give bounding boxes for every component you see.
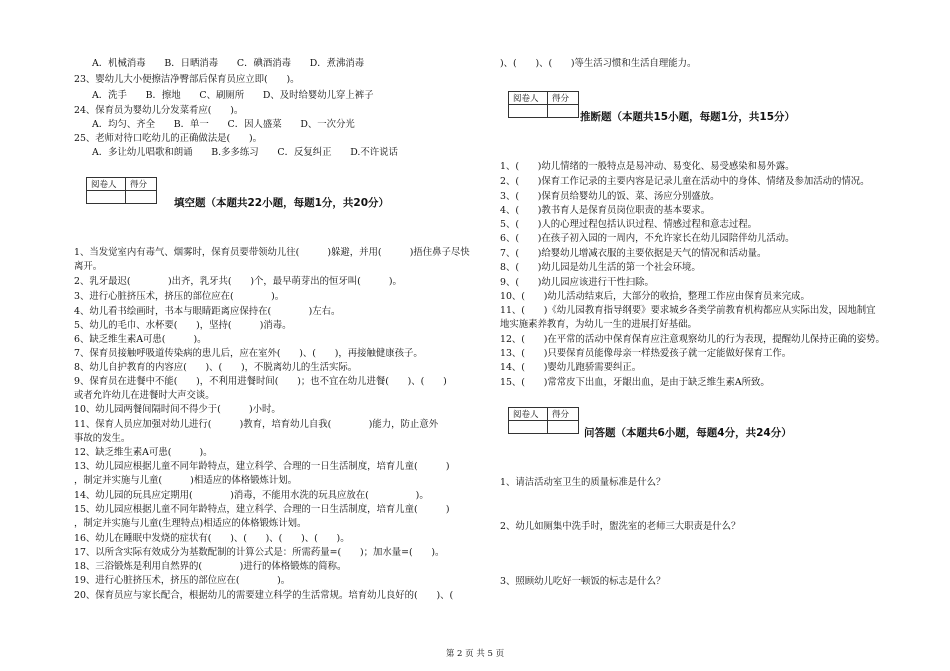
fill-line: 离开。	[74, 261, 103, 272]
judge-line: 2、( )保育工作记录的主要内容是记录儿童在活动中的身体、情绪及参加活动的情况。	[500, 176, 870, 187]
grader-label: 阅卷人	[509, 408, 548, 421]
fill-line: 4、幼儿看书绘画时，书本与眼睛距离应保持在( )左右。	[74, 306, 341, 317]
judge-line: 12、( )在平常的活动中保育保育应注意观察幼儿的行为表现，提醒幼儿保持正确的姿势。	[500, 334, 885, 345]
fill-line: 15、幼儿园应根据儿童不同年龄特点，建立科学、合理的一日生活制度，培育儿童( )	[74, 504, 450, 515]
fill-continuation: )、( )、( )等生活习惯和生活自理能力。	[500, 58, 697, 69]
fill-line: 11、保育人员应加强对幼儿进行( )教育，培育幼儿自我( )能力，防止意外	[74, 419, 439, 430]
judge-line: 10、( )幼儿活动结束后，大部分的收拾，整理工作应由保育员来完成。	[500, 291, 810, 302]
judge-line: 9、( )幼儿园应该进行干性扫除。	[500, 277, 654, 288]
grader-label: 阅卷人	[509, 92, 548, 105]
judge-line: 5、( )人的心理过程包括认识过程、情感过程和意志过程。	[500, 219, 758, 230]
judge-line: 地实施素养教育，为幼儿一生的进展打好基础。	[500, 319, 697, 330]
fill-line: 14、幼儿园的玩具应定期用( )消毒，不能用水洗的玩具应放在( )。	[74, 490, 429, 501]
fill-line: 9、保育员在进餐中不能( )，不利用进餐时间( )；也不宜在幼儿进餐( )、( )	[74, 376, 447, 387]
score-box-judge	[508, 91, 579, 118]
fill-line: 19、进行心脏挤压术，挤压的部位应在( )。	[74, 575, 291, 586]
fill-line: 或者允许幼儿在进餐时大声交谈。	[74, 390, 215, 401]
fill-line: 20、保育员应与家长配合，根据幼儿的需要建立科学的生活常规。培育幼儿良好的( )、(	[74, 590, 454, 601]
mc-line: A．机械消毒 B．日晒消毒 C．碘酒消毒 D．煮沸消毒	[92, 58, 365, 69]
mc-line: 24、保育员为婴幼儿分发菜肴应( )。	[74, 105, 244, 116]
score-label: 得分	[548, 92, 579, 105]
fill-line: 13、幼儿园应根据儿童不同年龄特点，建立科学、合理的一日生活制度，培育儿童( )	[74, 461, 450, 472]
score-box-qa	[508, 407, 579, 434]
judge-line: 6、( )在孩子初入园的一周内，不允许家长在幼儿园陪伴幼儿活动。	[500, 233, 795, 244]
judge-section-title: 推断题（本题共15小题，每题1分，共15分）	[580, 111, 796, 123]
judge-line: 7、( )给婴幼儿增减衣服的主要依据是天气的情况和活动量。	[500, 248, 767, 259]
qa-question: 3、照顾幼儿吃好一顿饭的标志是什么？	[500, 576, 666, 587]
fill-section-title: 填空题（本题共22小题，每题1分，共20分）	[174, 197, 390, 209]
fill-line: 5、幼儿的毛巾、水杯要( )，坚持( )消毒。	[74, 320, 292, 331]
page-footer: 第 2 页 共 5 页	[445, 649, 505, 659]
judge-line: 8、( )幼儿园是幼儿生活的第一个社会环境。	[500, 262, 701, 273]
score-box-fill	[86, 177, 157, 204]
fill-line: 10、幼儿园两餐间隔时间不得少于( )小时。	[74, 404, 281, 415]
score-cell	[126, 191, 157, 204]
judge-line: 3、( )保育员给婴幼儿的饭、菜、汤应分别盛放。	[500, 191, 720, 202]
judge-line: 1、( )幼儿情绪的一般特点是易冲动、易变化、易受感染和易外露。	[500, 161, 795, 172]
score-cell	[548, 105, 579, 118]
judge-line: 14、( )婴幼儿跑骄需要纠正。	[500, 362, 642, 373]
judge-line: 13、( )只要保育员能像母亲一样热爱孩子就一定能做好保育工作。	[500, 348, 792, 359]
mc-line: A．洗手 B．擦地 C、刷厕所 D、及时给婴幼儿穿上裤子	[92, 90, 374, 101]
grader-label: 阅卷人	[87, 178, 126, 191]
score-cell	[548, 421, 579, 434]
fill-line: 6、缺乏维生素A可患( )。	[74, 334, 207, 345]
qa-section-title: 问答题（本题共6小题，每题4分，共24分）	[584, 427, 792, 439]
mc-line: A．均匀、齐全 B．单一 C．因人盛菜 D、一次分光	[92, 119, 355, 130]
fill-line: 8、幼儿自护教育的内容应( )、( )，不脱离幼儿的生活实际。	[74, 362, 358, 373]
qa-question: 1、请洁活动室卫生的质量标准是什么？	[500, 477, 666, 488]
fill-line: ，制定并实施与儿童( )相适应的体格锻炼计划。	[74, 475, 297, 486]
fill-line: ，制定并实施与儿童(生理特点)相适应的体格锻炼计划。	[74, 518, 307, 529]
judge-line: 4、( )教书育人是保育员岗位职责的基本要求。	[500, 205, 711, 216]
fill-line: 16、幼儿在睡眠中发烧的症状有( )、( )、( )、( )。	[74, 533, 350, 544]
qa-question: 2、幼儿如厕集中洗手时，盥洗室的老师三大职责是什么？	[500, 521, 741, 532]
score-label: 得分	[548, 408, 579, 421]
fill-line: 1、当发觉室内有毒气、烟雾时，保育员要带领幼儿往( )躲避，并用( )捂住鼻子尽快	[74, 247, 470, 258]
fill-line: 2、乳牙最迟( )出齐，乳牙共( )个，最早萌芽出的恒牙叫( )。	[74, 276, 402, 287]
mc-line: A．多让幼儿唱歌和朗诵 B.多多练习 C．反复纠正 D.不许说话	[92, 147, 398, 158]
judge-line: 11、( )《幼儿园教育指导纲要》要求城乡各类学前教育机构都应从实际出发，因地制宜	[500, 305, 876, 316]
fill-line: 事故的发生。	[74, 433, 131, 444]
fill-line: 7、保育员接触呼吸道传染病的患儿后，应在室外( )、( )，再接触健康孩子。	[74, 348, 423, 359]
grader-cell	[509, 105, 548, 118]
fill-line: 12、缺乏维生素A可患( )。	[74, 447, 213, 458]
grader-cell	[87, 191, 126, 204]
fill-line: 18、三浴锻炼是利用自然界的( )进行的体格锻炼的简称。	[74, 561, 347, 572]
mc-line: 25、老师对待口吃幼儿的正确做法是( )。	[74, 133, 262, 144]
score-label: 得分	[126, 178, 157, 191]
mc-line: 23、婴幼儿大小便擦洁净臀部后保育员应立即( )。	[74, 74, 300, 85]
grader-cell	[509, 421, 548, 434]
fill-line: 17、以所含实际有效成分为基数配制的计算公式是：所需药量=( )；加水量=( )。	[74, 547, 445, 558]
fill-line: 3、进行心脏挤压术，挤压的部位应在( )。	[74, 291, 285, 302]
judge-line: 15、( )常常皮下出血，牙龈出血，是由于缺乏维生素A所致。	[500, 377, 770, 388]
